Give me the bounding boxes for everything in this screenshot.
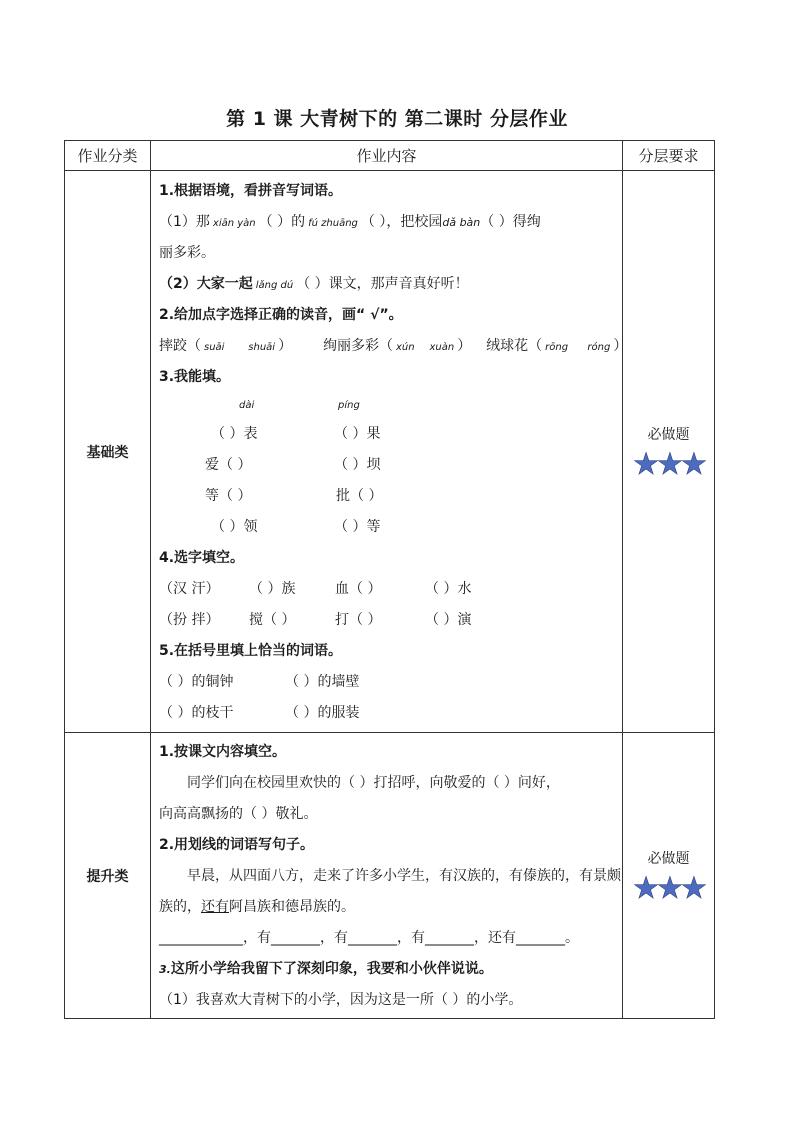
adv-q3-heading-text: 这所小学给我留下了深刻印象，我要和小伙伴说说。 bbox=[170, 961, 493, 977]
q4-heading: 4.选字填空。 bbox=[159, 550, 245, 566]
q3-cell: （ ）表 bbox=[211, 426, 258, 442]
q4-row bbox=[159, 605, 614, 636]
q4-choice: （汉 汗） bbox=[159, 581, 220, 597]
adv-q3-line1: （1）我喜欢大青树下的小学，因为这是一所（ ）的小学。 bbox=[159, 992, 523, 1008]
requirement-label: 必做题 bbox=[647, 426, 690, 443]
q1-l1-d: （ ）得绚 bbox=[480, 214, 541, 230]
category-advanced: 提升类 bbox=[65, 733, 151, 1019]
pinyin: róng bbox=[587, 342, 611, 353]
q4-cell: 搅（ ） bbox=[249, 612, 296, 628]
requirement-label: 必做题 bbox=[647, 850, 690, 867]
adv-q2-heading: 2.用划线的词语写句子。 bbox=[159, 837, 315, 853]
q5-row bbox=[159, 698, 614, 729]
q2-item: 摔跤（ suāi shuāi ） bbox=[159, 338, 293, 354]
q1-l1-c: （ ），把校园 bbox=[360, 214, 443, 230]
requirement-basic bbox=[623, 171, 715, 733]
q1-heading: 1.根据语境，看拼音写词语。 bbox=[159, 183, 343, 199]
q5-cell: （ ）的铜钟 bbox=[159, 674, 234, 690]
q4-cell: 打（ ） bbox=[335, 612, 382, 628]
adv-q2-a: 族的， bbox=[159, 899, 201, 915]
pinyin: fú zhuāng bbox=[308, 218, 358, 229]
star-rating-icon: ★★★ bbox=[632, 870, 705, 906]
adv-q2-fill: ____________，有_______，有_______，有_______，还有_______。 bbox=[159, 930, 579, 946]
adv-q1-heading: 1.按课文内容填空。 bbox=[159, 744, 287, 760]
q4-cell: 血（ ） bbox=[335, 581, 382, 597]
pinyin: xuàn bbox=[429, 342, 455, 353]
q4-choice: （扮 拌） bbox=[159, 612, 220, 628]
q3-cell: 等（ ） bbox=[205, 488, 252, 504]
pinyin: shuāi bbox=[248, 342, 276, 353]
q3-cell: 爱（ ） bbox=[205, 457, 252, 473]
adv-q3-heading bbox=[159, 954, 614, 985]
q3-cell: （ ）坝 bbox=[334, 457, 381, 473]
q1-line1 bbox=[159, 207, 614, 238]
requirement-advanced bbox=[623, 733, 715, 1019]
pinyin: lǎng dú bbox=[255, 280, 294, 291]
category-basic: 基础类 bbox=[65, 171, 151, 733]
q1-l2-a: （2）大家一起 bbox=[159, 276, 253, 292]
q3-pinyin-row bbox=[159, 393, 614, 419]
header-requirement: 分层要求 bbox=[623, 141, 715, 171]
page-title: 第 1 课 大青树下的 第二课时 分层作业 bbox=[226, 108, 568, 130]
q3-cell: （ ）等 bbox=[334, 519, 381, 535]
q1-line2 bbox=[159, 269, 614, 300]
adv-q2-text: 早晨，从四面八方，走来了许多小学生，有汉族的，有傣族的，有景颇 bbox=[187, 868, 621, 884]
homework-table bbox=[64, 140, 715, 1019]
q3-heading: 3.我能填。 bbox=[159, 369, 231, 385]
q2-word: 摔跤 bbox=[159, 338, 187, 354]
q3-row bbox=[159, 450, 614, 481]
q5-row bbox=[159, 667, 614, 698]
pinyin: rōng bbox=[545, 342, 569, 353]
q3-cell: 批（ ） bbox=[336, 488, 383, 504]
q5-heading: 5.在括号里填上恰当的词语。 bbox=[159, 643, 343, 659]
content-advanced bbox=[151, 733, 623, 1019]
adv-q2-text-cont bbox=[159, 892, 614, 923]
q4-row bbox=[159, 574, 614, 605]
q3-cell: （ ）果 bbox=[334, 426, 381, 442]
q1-l1-b: （ ）的 bbox=[258, 214, 306, 230]
q2-item: 绚丽多彩（ xún xuàn ） bbox=[322, 338, 472, 354]
q5-cell: （ ）的服装 bbox=[285, 705, 360, 721]
q5-cell: （ ）的墙壁 bbox=[285, 674, 360, 690]
pinyin: dǎ bàn bbox=[442, 216, 481, 229]
q1-l1-a: （1）那 bbox=[159, 214, 210, 230]
adv-q2-b: 阿昌族和德昂族的。 bbox=[229, 899, 355, 915]
adv-q3-num: 3. bbox=[159, 963, 171, 976]
q4-cell: （ ）水 bbox=[425, 581, 472, 597]
adv-q1-text: 同学们向在校园里欢快的（ ）打招呼，向敬爱的（ ）问好， bbox=[187, 775, 560, 791]
q3-row bbox=[159, 512, 614, 543]
underlined-word: 还有 bbox=[201, 899, 229, 915]
q5-cell: （ ）的枝干 bbox=[159, 705, 234, 721]
q2-word: 绚丽多彩 bbox=[322, 338, 379, 354]
q1-l2-b: （ ）课文，那声音真好听！ bbox=[296, 276, 469, 292]
adv-q1-text-cont: 向高高飘扬的（ ）敬礼。 bbox=[159, 806, 318, 822]
q2-options bbox=[159, 331, 628, 362]
pinyin: xún bbox=[395, 342, 415, 353]
q3-row bbox=[159, 419, 614, 450]
pinyin: xiān yàn bbox=[212, 218, 256, 229]
q2-item: 绒球花（ rōng róng ） bbox=[486, 338, 628, 354]
q2-word: 绒球花 bbox=[486, 338, 529, 354]
content-basic bbox=[151, 171, 628, 733]
table-row-basic bbox=[65, 171, 715, 733]
pinyin: dài bbox=[239, 400, 255, 411]
q4-cell: （ ）族 bbox=[249, 581, 296, 597]
pinyin: suāi bbox=[204, 342, 225, 353]
table-row-advanced bbox=[65, 733, 715, 1019]
q3-row bbox=[159, 481, 614, 512]
q3-cell: （ ）领 bbox=[211, 519, 258, 535]
star-rating-icon: ★★★ bbox=[632, 446, 705, 482]
q4-cell: （ ）演 bbox=[425, 612, 472, 628]
q2-heading: 2.给加点字选择正确的读音，画“ √”。 bbox=[159, 307, 403, 323]
header-content: 作业内容 bbox=[151, 141, 623, 171]
header-category: 作业分类 bbox=[65, 141, 151, 171]
pinyin: píng bbox=[338, 400, 360, 411]
q1-line1-cont: 丽多彩。 bbox=[159, 245, 215, 261]
table-header-row bbox=[65, 141, 715, 171]
